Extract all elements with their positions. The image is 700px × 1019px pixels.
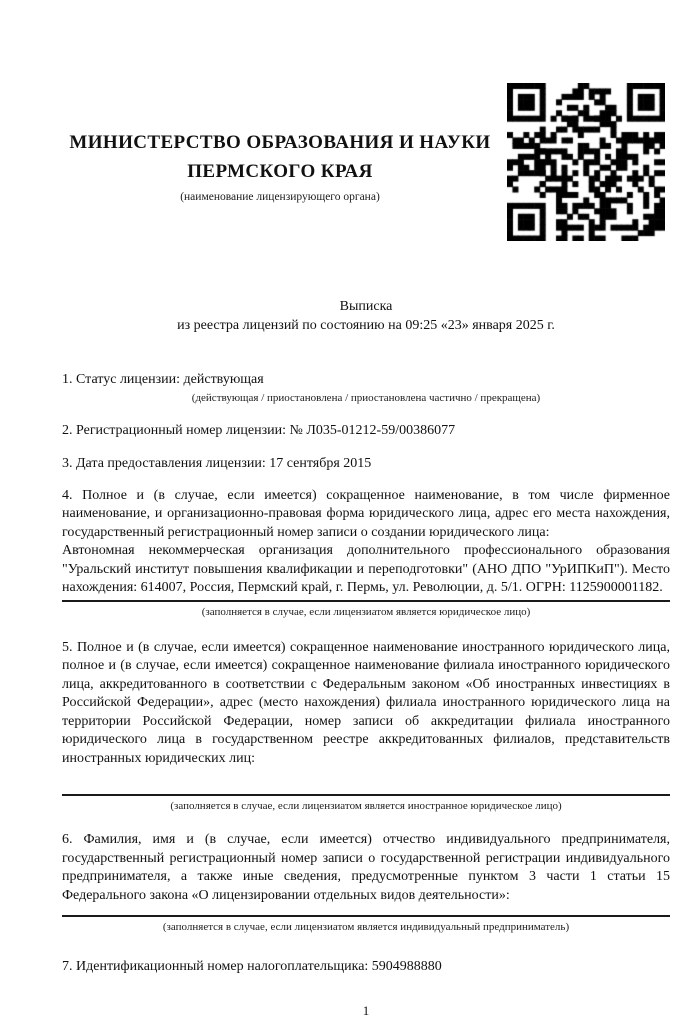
item-individual-entrepreneur — [62, 831, 670, 934]
item-individual-entrepreneur-caption: (заполняется в случае, если лицензиатом является индивидуальный предприниматель) — [162, 921, 570, 933]
qr-code-icon — [507, 83, 665, 241]
fill-in-rule — [62, 915, 670, 917]
item-grant-date — [62, 455, 670, 474]
document-title-line2: из реестра лицензий по состоянию на 09:25 «23» января 2025 г. — [177, 317, 555, 333]
document-title — [62, 298, 670, 335]
licensing-authority-name-line1: МИНИСТЕРСТВО ОБРАЗОВАНИЯ И НАУКИ — [69, 132, 491, 153]
item-registration-number — [62, 422, 670, 441]
document-body — [0, 298, 700, 1019]
item-license-status-text: 1. Статус лицензии: действующая — [62, 372, 264, 387]
item-taxpayer-number-text: 7. Идентификационный номер налогоплательщика: 5904988880 — [62, 959, 442, 974]
licensing-authority-name-line2: ПЕРМСКОГО КРАЯ — [187, 161, 373, 182]
item-legal-entity — [62, 487, 670, 619]
item-foreign-entity-label: 5. Полное и (в случае, если имеется) сокращенное наименование иностранного юридического лица, полное и (в случае, если имеется) сокращенное наименование филиала иностранного юридического лица, аккредитованного в соответствии с Федеральным законом «Об иностранных инвестициях в Российской Федерации», адрес (место нахождения) филиала иностранного юридического лица на территории Российской Федерации, номер записи об аккредитации филиала иностранного юридического лица в государственном реестре аккредитованных филиалов, представительств иностранных юридических лиц: — [62, 639, 670, 766]
fill-in-rule — [62, 600, 670, 602]
item-individual-entrepreneur-label: 6. Фамилия, имя и (в случае, если имеется) отчество индивидуального предпринимателя, государственный регистрационный номер записи о государственной регистрации индивидуального предпринимателя, а также иные сведения, предусмотренные пунктом 3 части 1 статьи 15 Федерального закона «О лицензировании отдельных видов деятельности»: — [62, 832, 670, 903]
document-header — [0, 0, 700, 298]
item-registration-number-text: 2. Регистрационный номер лицензии: № Л035-01212-59/00386077 — [62, 422, 456, 438]
item-license-status-caption: (действующая / приостановлена / приостановлена частично / прекращена) — [191, 391, 541, 404]
item-legal-entity-label: 4. Полное и (в случае, если имеется) сокращенное наименование, в том числе фирменное наименование, и организационно-правовая форма юридического лица, адрес его места нахождения, государственный регистрационный номер записи о создании юридического лица: — [62, 487, 670, 540]
item-foreign-entity — [62, 639, 670, 814]
item-legal-entity-value: Автономная некоммерческая организация дополнительного профессионального образования "Уральский институт повышения квалификации и переподготовки" (АНО ДПО "УрИПКиП"). Место нахождения: 614007, Россия, Пермский край, г. Пермь, ул. Революции, д. 5/1. ОГРН: 1125900001182. — [62, 543, 670, 595]
fill-in-rule — [62, 794, 670, 796]
page-number: 1 — [362, 1002, 370, 1018]
item-taxpayer-number — [62, 958, 670, 977]
item-legal-entity-caption: (заполняется в случае, если лицензиатом является юридическое лицо) — [201, 605, 531, 618]
item-license-status — [62, 371, 670, 405]
item-grant-date-text: 3. Дата предоставления лицензии: 17 сентября 2015 — [62, 456, 372, 471]
licensing-authority-block — [67, 128, 493, 204]
document-title-line1: Выписка — [339, 299, 393, 314]
item-foreign-entity-caption: (заполняется в случае, если лицензиатом является иностранное юридическое лицо) — [170, 800, 562, 812]
licensing-authority-caption: (наименование лицензирующего органа) — [180, 191, 380, 203]
